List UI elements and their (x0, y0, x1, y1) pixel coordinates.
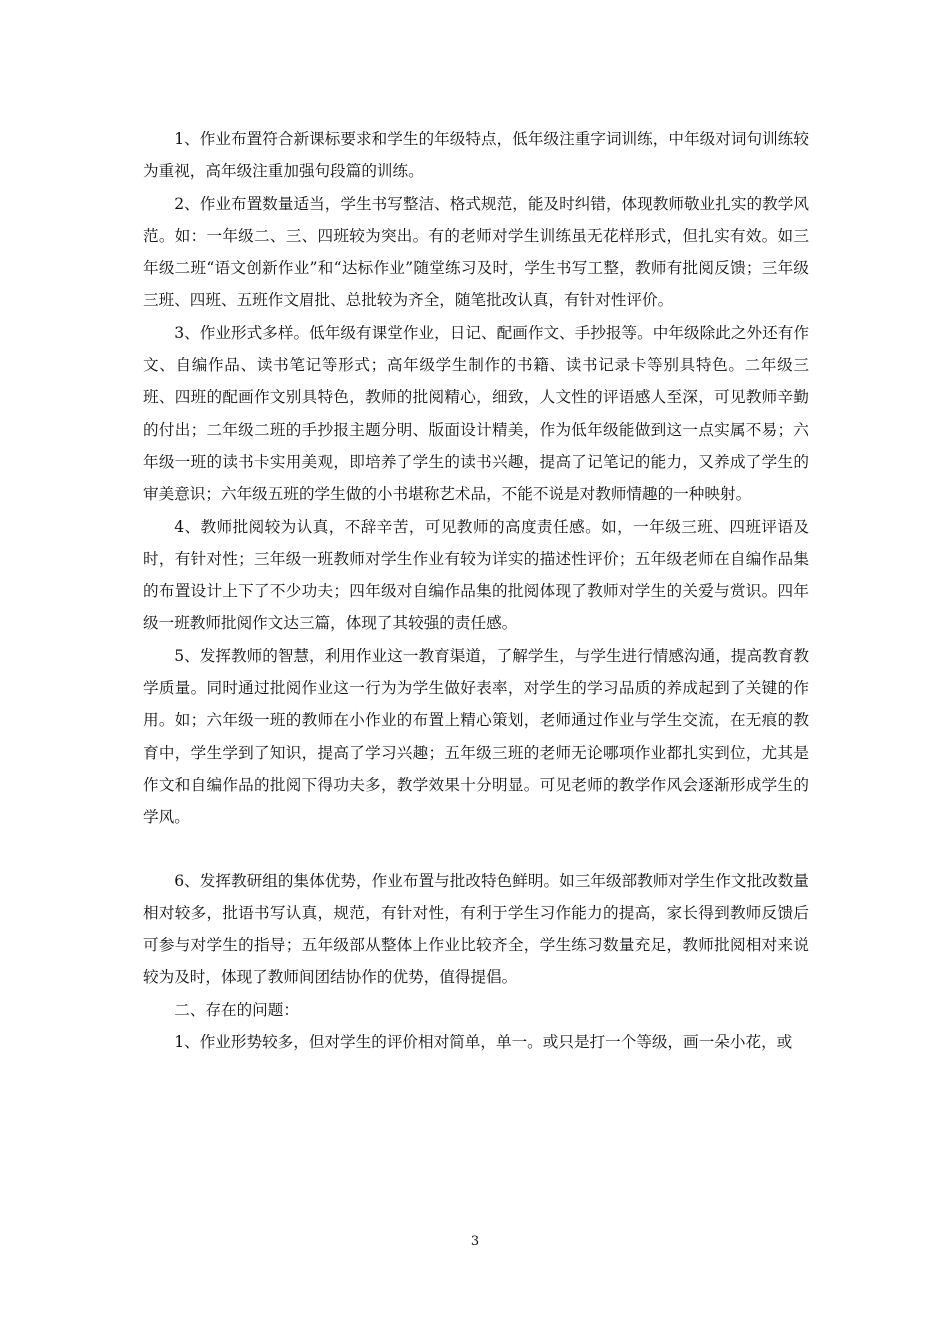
page-number: 3 (470, 1234, 480, 1249)
paragraph-problem-1: 1、作业形势较多，但对学生的评价相对简单，单一。或只是打一个等级，画一朵小花，或 (174, 1033, 793, 1052)
document-body (143, 123, 809, 1058)
paragraph-2: 2、作业布置数量适当，学生书写整洁、格式规范，能及时纠错，体现教师敬业扎实的教学风范。如：一年级二、三、四班较为突出。有的老师对学生训练虽无花样形式，但扎实有效。如三年级二班“语文创新作业”和“达标作业”随堂练习及时，学生书写工整，教师有批阅反馈；三年级三班、四班、五班作文眉批、总批较为齐全，随笔批改认真，有针对性评价。 (143, 194, 809, 310)
section-heading-problems: 二、存在的问题： (174, 1000, 299, 1019)
paragraph-4: 4、教师批阅较为认真，不辞辛苦，可见教师的高度责任感。如，一年级三班、四班评语及时，有针对性；三年级一班教师对学生作业有较为详实的描述性评价；五年级老师在自编作品集的布置设计上下了不少功夫；四年级对自编作品集的批阅体现了教师对学生的关爱与赏识。四年级一班教师批阅作文达三篇，体现了其较强的责任感。 (143, 517, 809, 633)
paragraph-3: 3、作业形式多样。低年级有课堂作业，日记、配画作文、手抄报等。中年级除此之外还有作文、自编作品、读书笔记等形式；高年级学生制作的书籍、读书记录卡等别具特色。二年级三班、四班的配画作文别具特色，教师的批阅精心，细致，人文性的评语感人至深，可见教师辛勤的付出；二年级二班的手抄报主题分明、版面设计精美，作为低年级能做到这一点实属不易；六年级一班的读书卡实用美观，即培养了学生的读书兴趣，提高了记笔记的能力，又养成了学生的审美意识；六年级五班的学生做的小书堪称艺术品，不能不说是对教师情趣的一种映射。 (143, 323, 809, 504)
paragraph-6: 6、发挥教研组的集体优势，作业布置与批改特色鲜明。如三年级部教师对学生作文批改数量相对较多，批语书写认真，规范，有针对性，有利于学生习作能力的提高，家长得到教师反馈后可参与对学生的指导；五年级部从整体上作业比较齐全，学生练习数量充足，教师批阅相对来说较为及时，体现了教师间团结协作的优势，值得提倡。 (143, 871, 809, 987)
paragraph-spacer (143, 834, 809, 865)
paragraph-1: 1、作业布置符合新课标要求和学生的年级特点，低年级注重字词训练，中年级对词句训练较为重视，高年级注重加强句段篇的训练。 (143, 130, 809, 181)
paragraph-5: 5、发挥教师的智慧，利用作业这一教育渠道，了解学生，与学生进行情感沟通，提高教育教学质量。同时通过批阅作业这一行为为学生做好表率，对学生的学习品质的养成起到了关键的作用。如；六年级一班的教师在小作业的布置上精心策划，老师通过作业与学生交流，在无痕的教育中，学生学到了知识，提高了学习兴趣；五年级三班的老师无论哪项作业都扎实到位，尤其是作文和自编作品的批阅下得功夫多，教学效果十分明显。可见老师的教学作风会逐渐形成学生的学风。 (143, 646, 809, 827)
